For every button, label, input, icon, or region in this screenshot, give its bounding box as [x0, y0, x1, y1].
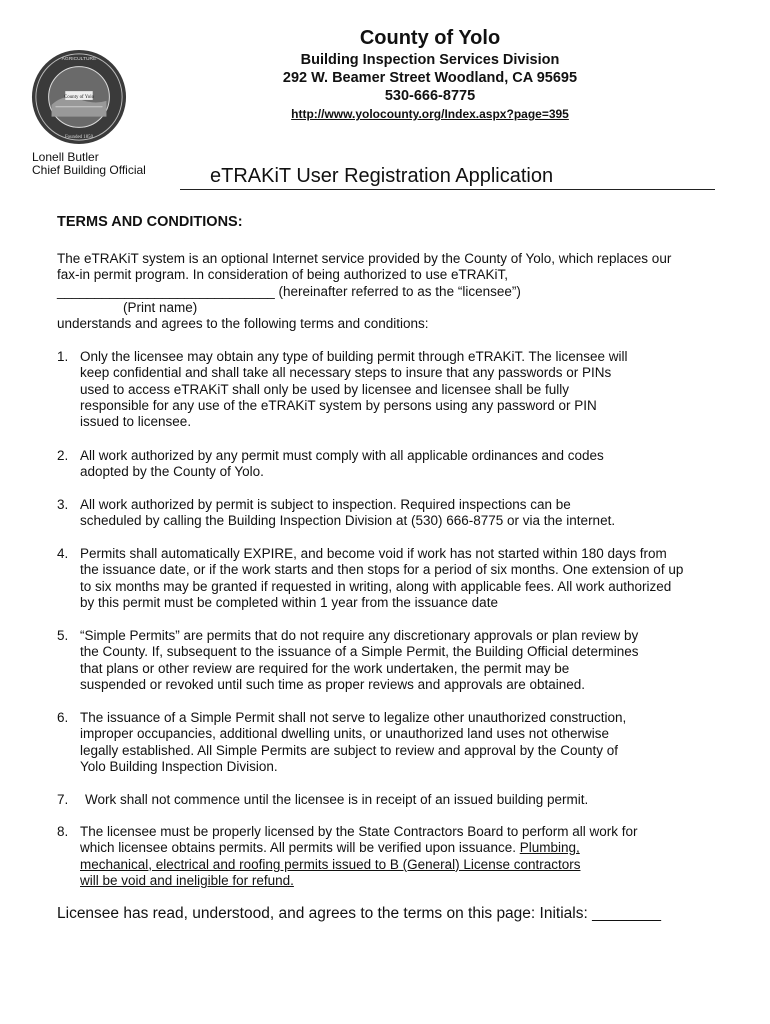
- terms-item-6: The issuance of a Simple Permit shall not serve to legalize other unauthorized construction, improper occupancies, additional dwelling units, or unauthorized land uses not otherwise legally established. All Simple Permits are subject to review and approval by the County of Yolo Building Inspection Division.: [80, 710, 627, 774]
- item-number: 3.: [57, 497, 69, 512]
- print-name-caption: (Print name): [123, 299, 198, 315]
- terms-item-3: All work authorized by permit is subject to inspection. Required inspections can be scheduled by calling the Building Inspection Division at (530) 666-8775 or via the internet.: [80, 497, 616, 529]
- terms-item-5: “Simple Permits” are permits that do not require any discretionary approvals or plan review by the County. If, subsequent to the issuance of a Simple Permit, the Building Official determines that plans or other review are required for the work undertaken, the permit may be suspended or revoked until such time as proper reviews and approvals are obtained.: [80, 628, 639, 692]
- underlined-text: Plumbing,: [519, 840, 580, 856]
- print-name-field: _____________________________ (hereinafter referred to as the “licensee”): [57, 283, 521, 299]
- initials-line: Licensee has read, understood, and agrees to the terms on this page: Initials: ________: [57, 905, 662, 922]
- title-rule: [180, 189, 715, 190]
- seal-bottom-text: Founded 1850: [64, 135, 94, 141]
- item-number: 1.: [57, 349, 69, 364]
- item-number: 7.: [57, 792, 69, 807]
- official-title: Chief Building Official: [32, 163, 146, 177]
- item-number: 4.: [57, 546, 69, 561]
- item-number: 2.: [57, 448, 69, 463]
- seal-top-text: AGRICULTURE: [61, 56, 97, 62]
- document-title: eTRAKiT User Registration Application: [210, 165, 554, 187]
- intro-paragraph: [57, 251, 671, 332]
- terms-heading: TERMS AND CONDITIONS:: [57, 214, 243, 230]
- terms-item-1: Only the licensee may obtain any type of building permit through eTRAKiT. The licensee will keep confidential and shall take all necessary steps to insure that any passwords or PINs used to access eTRAKiT shall only be used by licensee and licensee shall be fully responsible for any use of the eTRAKiT system by persons using any password or PIN issued to licensee.: [80, 349, 628, 430]
- intro-line: understands and agrees to the following terms and conditions:: [57, 316, 429, 332]
- division-name: Building Inspection Services Division: [300, 52, 560, 68]
- intro-line: fax-in permit program. In consideration of being authorized to use eTRAKiT,: [57, 267, 508, 283]
- item-number: 6.: [57, 710, 69, 725]
- address: 292 W. Beamer Street Woodland, CA 95695: [282, 70, 578, 86]
- website-link[interactable]: http://www.yolocounty.org/Index.aspx?page=395: [291, 107, 569, 121]
- county-title: County of Yolo: [359, 27, 501, 49]
- item-number: 5.: [57, 628, 69, 643]
- terms-item-4: Permits shall automatically EXPIRE, and become void if work has not started within 180 days from the issuance date, or if the work starts and then stops for a period of six months. One extension of up to six months may be granted if requested in writing, along with applicable fees. All work authorized by this permit must be completed within 1 year from the issuance date: [80, 546, 684, 610]
- terms-item-7: Work shall not commence until the licensee is in receipt of an issued building permit.: [85, 792, 589, 807]
- phone-number: 530-666-8775: [384, 88, 476, 104]
- underlined-text: mechanical, electrical and roofing permits issued to B (General) License contractors: [80, 856, 581, 872]
- official-name: Lonell Butler: [32, 150, 99, 164]
- underlined-text: will be void and ineligible for refund.: [80, 872, 294, 888]
- terms-item-2: All work authorized by any permit must comply with all applicable ordinances and codes adopted by the County of Yolo.: [80, 448, 604, 480]
- item-number: 8.: [57, 824, 69, 839]
- intro-line: The eTRAKiT system is an optional Internet service provided by the County of Yolo, which replaces our: [57, 251, 672, 266]
- county-seal-icon: [30, 48, 128, 146]
- terms-item-8: The licensee must be properly licensed by the State Contractors Board to perform all work for which licensee obtains permits. All permits will be verified upon issuance. Plumbing, mechanical, electrical and roofing permits issued to B (General) License contractors will be void and ineligible for refund.: [80, 824, 638, 888]
- seal-center-text: County of Yolo: [63, 94, 95, 100]
